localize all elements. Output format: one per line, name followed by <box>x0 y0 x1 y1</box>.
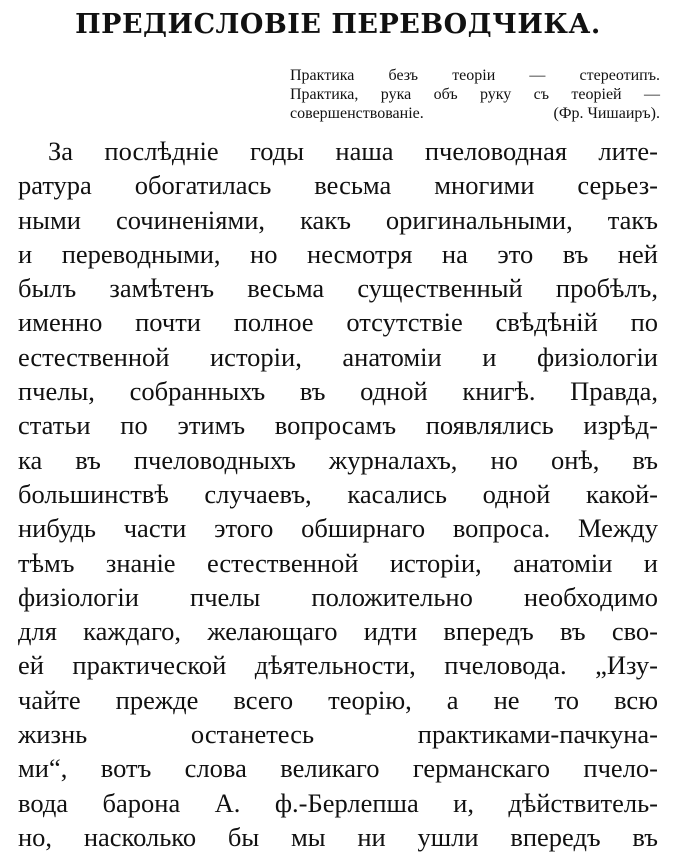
body-paragraph <box>18 134 658 854</box>
epigraph <box>290 66 660 123</box>
epigraph-line-3 <box>290 104 660 123</box>
text-line: ей практической дѣятельности, пчеловода. „Изу- <box>18 650 658 681</box>
text-line: нибудь части этого обширнаго вопроса. Между <box>18 513 658 544</box>
epigraph-line-2: Практика, рука объ руку съ теорiей — <box>290 86 660 103</box>
text-line: статьи по этимъ вопросамъ появлялись изрѣд- <box>18 410 658 441</box>
text-line: тѣмъ знанiе естественной исторiи, анатомiи и <box>18 547 658 578</box>
epigraph-attribution: (Фр. Чишаиръ). <box>553 105 660 122</box>
text-line: физiологiи пчелы положительно необходимо <box>18 581 658 612</box>
text-line: именно почти полное отсутствiе свѣдѣнiй по <box>18 307 658 338</box>
text-line: ратура обогатилась весьма многими серьез- <box>18 170 658 201</box>
text-line: ка въ пчеловодныхъ журналахъ, но онѣ, въ <box>18 444 658 475</box>
epigraph-line-1: Практика безъ теорiи — стереотипъ. <box>290 67 660 84</box>
text-line: ми“, вотъ слова великаго германскаго пчело- <box>18 753 658 784</box>
text-line: но, насколько бы мы ни ушли впередъ въ <box>18 821 658 852</box>
text-line: для каждаго, желающаго идти впередъ въ сво- <box>18 616 658 647</box>
text-line: естественной исторiи, анатомiи и физiологiи <box>18 341 658 372</box>
text-line: жизнь останетесь практиками-пачкуна- <box>18 719 658 750</box>
text-line: ными сочиненiями, какъ оригинальными, такъ <box>18 204 658 235</box>
text-line: вода барона А. ф.-Берлепша и, дѣйствитель- <box>18 787 658 818</box>
text-line: и переводными, но несмотря на это въ ней <box>18 238 658 269</box>
chapter-title: ПРЕДИСЛОВIЕ ПЕРЕВОДЧИКА. <box>75 9 601 40</box>
text-line: пчелы, собранныхъ въ одной книгѣ. Правда, <box>18 376 658 407</box>
text-line: чайте прежде всего теорiю, а не то всю <box>18 684 658 715</box>
text-line: За послѣднiе годы наша пчеловодная лите- <box>48 136 658 166</box>
text-line: большинствѣ случаевъ, касались одной какой- <box>18 478 658 509</box>
text-line: былъ замѣтенъ весьма существенный пробѣлъ, <box>18 273 658 304</box>
epigraph-line-3-text: совершенствованiе. <box>290 105 424 122</box>
